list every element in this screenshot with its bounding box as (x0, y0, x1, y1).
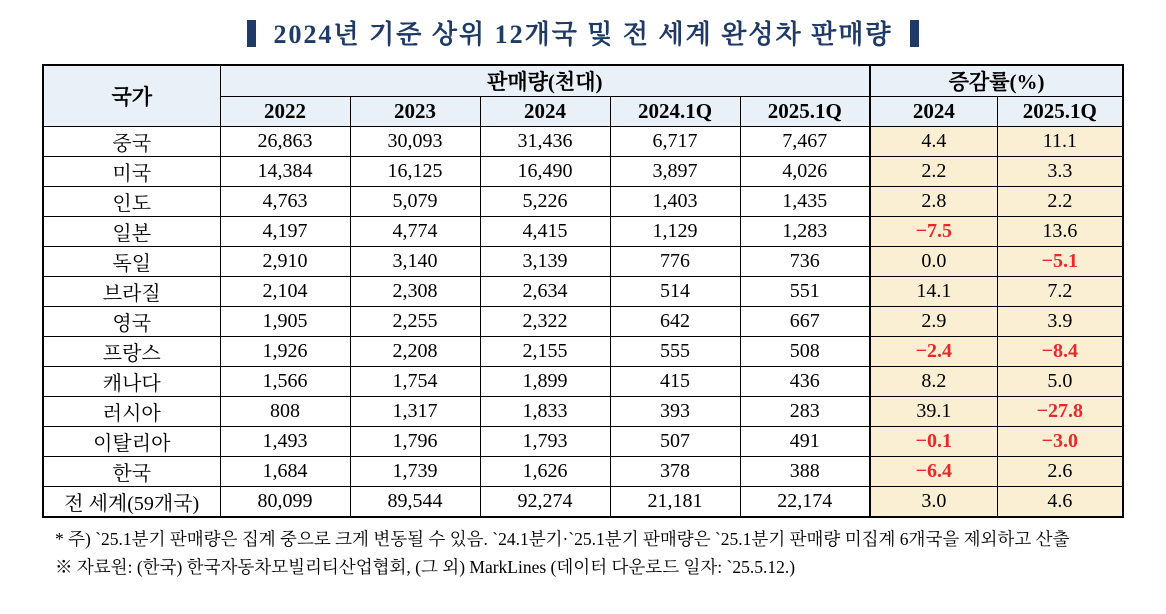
sales-value-cell: 16,490 (480, 157, 610, 187)
growth-value-cell: 2.9 (870, 307, 997, 337)
table-row (43, 247, 1123, 277)
growth-value-cell: 3.3 (997, 157, 1123, 187)
country-cell: 미국 (43, 157, 220, 187)
sales-value-cell: 1,403 (610, 187, 740, 217)
growth-value-cell: 5.0 (997, 367, 1123, 397)
sales-value-cell: 507 (610, 427, 740, 457)
sales-value-cell: 31,436 (480, 127, 610, 157)
sales-value-cell: 776 (610, 247, 740, 277)
growth-value-cell: 4.6 (997, 487, 1123, 518)
sales-value-cell: 436 (740, 367, 870, 397)
sales-value-cell: 1,129 (610, 217, 740, 247)
sales-value-cell: 1,739 (350, 457, 480, 487)
sales-value-cell: 514 (610, 277, 740, 307)
table-row (43, 427, 1123, 457)
sales-value-cell: 1,796 (350, 427, 480, 457)
page-title-text: 2024년 기준 상위 12개국 및 전 세계 완성차 판매량 (273, 20, 893, 49)
sales-value-cell: 16,125 (350, 157, 480, 187)
sales-value-cell: 4,415 (480, 217, 610, 247)
table-row (43, 457, 1123, 487)
sales-value-cell: 1,493 (220, 427, 350, 457)
growth-value-cell: −27.8 (997, 397, 1123, 427)
sales-value-cell: 378 (610, 457, 740, 487)
sub-header-sales-2024: 2024 (480, 97, 610, 127)
country-cell: 한국 (43, 457, 220, 487)
country-cell: 인도 (43, 187, 220, 217)
growth-value-cell: 8.2 (870, 367, 997, 397)
table-row (43, 157, 1123, 187)
sales-value-cell: 2,255 (350, 307, 480, 337)
table-row (43, 187, 1123, 217)
sales-value-cell: 4,026 (740, 157, 870, 187)
page-title (0, 14, 1166, 51)
group-header-sales-volume: 판매량(천대) (220, 65, 870, 97)
sales-value-cell: 21,181 (610, 487, 740, 518)
country-cell: 영국 (43, 307, 220, 337)
sales-value-cell: 1,926 (220, 337, 350, 367)
growth-value-cell: 7.2 (997, 277, 1123, 307)
growth-value-cell: −5.1 (997, 247, 1123, 277)
sales-value-cell: 1,684 (220, 457, 350, 487)
sales-value-cell: 80,099 (220, 487, 350, 518)
growth-value-cell: 2.2 (997, 187, 1123, 217)
sales-value-cell: 642 (610, 307, 740, 337)
growth-value-cell: 14.1 (870, 277, 997, 307)
sales-value-cell: 1,435 (740, 187, 870, 217)
sales-value-cell: 2,634 (480, 277, 610, 307)
sales-value-cell: 415 (610, 367, 740, 397)
sales-value-cell: 2,322 (480, 307, 610, 337)
sales-value-cell: 1,626 (480, 457, 610, 487)
sales-value-cell: 26,863 (220, 127, 350, 157)
sales-value-cell: 3,140 (350, 247, 480, 277)
sales-value-cell: 6,717 (610, 127, 740, 157)
sales-value-cell: 555 (610, 337, 740, 367)
sales-value-cell: 1,905 (220, 307, 350, 337)
growth-value-cell: 2.2 (870, 157, 997, 187)
footnotes (55, 525, 1166, 581)
sales-value-cell: 1,317 (350, 397, 480, 427)
sales-value-cell: 551 (740, 277, 870, 307)
sales-value-cell: 1,283 (740, 217, 870, 247)
table-row (43, 307, 1123, 337)
growth-value-cell: 2.8 (870, 187, 997, 217)
sales-value-cell: 667 (740, 307, 870, 337)
sub-header-growth-2024: 2024 (870, 97, 997, 127)
sales-value-cell: 2,910 (220, 247, 350, 277)
country-cell: 전 세계(59개국) (43, 487, 220, 518)
sales-value-cell: 2,155 (480, 337, 610, 367)
sales-value-cell: 1,899 (480, 367, 610, 397)
sales-value-cell: 4,197 (220, 217, 350, 247)
table-row (43, 397, 1123, 427)
sales-value-cell: 491 (740, 427, 870, 457)
sales-value-cell: 1,833 (480, 397, 610, 427)
sales-value-cell: 4,763 (220, 187, 350, 217)
sub-header-sales-2024.1q: 2024.1Q (610, 97, 740, 127)
growth-value-cell: −0.1 (870, 427, 997, 457)
title-left-bar-icon (247, 20, 256, 47)
country-cell: 중국 (43, 127, 220, 157)
sales-value-cell: 30,093 (350, 127, 480, 157)
sales-value-cell: 508 (740, 337, 870, 367)
growth-value-cell: −8.4 (997, 337, 1123, 367)
country-cell: 러시아 (43, 397, 220, 427)
growth-value-cell: −7.5 (870, 217, 997, 247)
growth-value-cell: −2.4 (870, 337, 997, 367)
sales-value-cell: 89,544 (350, 487, 480, 518)
sales-value-cell: 2,208 (350, 337, 480, 367)
country-cell: 프랑스 (43, 337, 220, 367)
footnote-data-source: ※ 자료원: (한국) 한국자동차모빌리티산업협회, (그 외) MarkLines (데이터 다운로드 일자: `25.5.12.) (55, 557, 796, 577)
group-header-growth-rate: 증감률(%) (870, 65, 1123, 97)
table-row (43, 367, 1123, 397)
sales-value-cell: 2,104 (220, 277, 350, 307)
growth-value-cell: 3.0 (870, 487, 997, 518)
sales-value-cell: 2,308 (350, 277, 480, 307)
sales-value-cell: 1,754 (350, 367, 480, 397)
sub-header-sales-2025.1q: 2025.1Q (740, 97, 870, 127)
growth-value-cell: 0.0 (870, 247, 997, 277)
sub-header-sales-2022: 2022 (220, 97, 350, 127)
growth-value-cell: 4.4 (870, 127, 997, 157)
sales-value-cell: 3,897 (610, 157, 740, 187)
sales-value-cell: 388 (740, 457, 870, 487)
footnote-quarterly-caveat: * 주) `25.1분기 판매량은 집계 중으로 크게 변동될 수 있음. `24.1분기·`25.1분기 판매량은 `25.1분기 판매량 미집계 6개국을 제외하고 산출 (55, 529, 1070, 549)
growth-value-cell: −3.0 (997, 427, 1123, 457)
country-cell: 브라질 (43, 277, 220, 307)
growth-value-cell: −6.4 (870, 457, 997, 487)
table-row (43, 217, 1123, 247)
country-cell: 일본 (43, 217, 220, 247)
sales-value-cell: 808 (220, 397, 350, 427)
growth-value-cell: 11.1 (997, 127, 1123, 157)
title-right-bar-icon (910, 20, 919, 47)
sub-header-sales-2023: 2023 (350, 97, 480, 127)
sales-value-cell: 5,226 (480, 187, 610, 217)
growth-value-cell: 3.9 (997, 307, 1123, 337)
growth-value-cell: 2.6 (997, 457, 1123, 487)
table-row (43, 337, 1123, 367)
sales-value-cell: 7,467 (740, 127, 870, 157)
growth-value-cell: 13.6 (997, 217, 1123, 247)
table-row (43, 127, 1123, 157)
sales-value-cell: 1,793 (480, 427, 610, 457)
country-cell: 캐나다 (43, 367, 220, 397)
sales-value-cell: 393 (610, 397, 740, 427)
sub-header-growth-2025.1q: 2025.1Q (997, 97, 1123, 127)
table-row (43, 277, 1123, 307)
sales-value-cell: 283 (740, 397, 870, 427)
sales-value-cell: 92,274 (480, 487, 610, 518)
vehicle-sales-table (42, 64, 1124, 518)
column-header-country: 국가 (43, 65, 220, 127)
sales-value-cell: 5,079 (350, 187, 480, 217)
table-row (43, 487, 1123, 518)
country-cell: 이탈리아 (43, 427, 220, 457)
sales-value-cell: 3,139 (480, 247, 610, 277)
sales-value-cell: 1,566 (220, 367, 350, 397)
growth-value-cell: 39.1 (870, 397, 997, 427)
sales-value-cell: 4,774 (350, 217, 480, 247)
sales-value-cell: 22,174 (740, 487, 870, 518)
country-cell: 독일 (43, 247, 220, 277)
sales-value-cell: 14,384 (220, 157, 350, 187)
sales-value-cell: 736 (740, 247, 870, 277)
